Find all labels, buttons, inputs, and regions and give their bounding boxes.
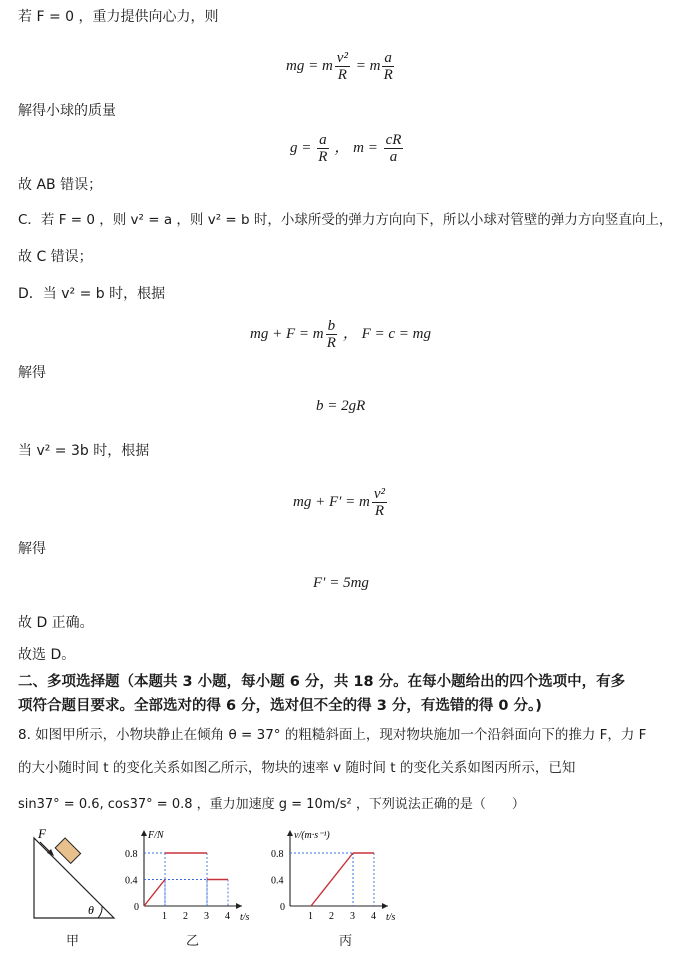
equation-4: b = 2gR: [316, 398, 366, 414]
chart-bing: [270, 826, 410, 926]
y-tick-label: 0.4: [125, 875, 138, 887]
question-8-line-2: 的大小随时间 t 的变化关系如图乙所示，物块的速率 v 随时间 t 的变化关系如图丙所示，已知: [18, 760, 576, 776]
x-axis-label: t/s: [386, 912, 396, 923]
force-label-F: F: [38, 826, 46, 841]
x-tick-label: 2: [329, 911, 334, 922]
caption-jia: 甲: [66, 934, 80, 949]
x-tick-label: 3: [204, 911, 209, 922]
equation-2: g = $\frac{a}{R}$ ， m = $\frac{cR}{a}$: [290, 132, 402, 165]
text-line-1: 若 F = 0 ，重力提供向心力，则: [18, 9, 219, 25]
x-tick-label: 3: [350, 911, 355, 922]
y-axis-arrow: [287, 830, 293, 836]
text-line-9: 解得: [18, 541, 46, 557]
y-axis-label: F/N: [148, 830, 164, 841]
block-on-incline: [55, 838, 80, 863]
y-axis-label: v/(m·s⁻¹): [294, 830, 330, 841]
origin-label: 0: [134, 902, 139, 913]
caption-bing: 丙: [339, 934, 353, 949]
y-tick-label: 0.8: [271, 849, 284, 860]
equation-3: mg + F = m $\frac{b}{R}$ ， F = c = mg: [250, 318, 431, 351]
text-line-8: 当 v² = 3b 时，根据: [18, 443, 150, 459]
x-axis-arrow: [382, 903, 388, 909]
angle-label-theta: θ: [88, 903, 94, 917]
origin-label: 0: [280, 902, 285, 913]
text-line-7: 解得: [18, 365, 46, 381]
text-line-10: 故 D 正确。: [18, 615, 94, 631]
text-line-3: 故 AB 错误；: [18, 177, 103, 193]
figure-jia-incline: [10, 826, 122, 926]
equation-5: mg + F′ = m $\frac{\text{v²}}{R}$: [293, 486, 386, 519]
x-axis-label: t/s: [240, 912, 250, 923]
series-segment: [311, 853, 353, 906]
y-axis-arrow: [141, 830, 147, 836]
caption-yi: 乙: [186, 934, 200, 949]
x-tick-label: 1: [162, 911, 167, 922]
series-segment: [144, 880, 165, 907]
section-heading-line-2: 项符合题目要求。全部选对的得 6 分，选对但不全的得 3 分，有选错的得 0 分。): [18, 698, 542, 714]
question-8-line-1: 8. 如图甲所示，小物块静止在倾角 θ = 37° 的粗糙斜面上，现对物块施加一个沿斜面向下的推力 F，力 F: [18, 727, 647, 743]
text-line-5: 故 C 错误；: [18, 249, 93, 265]
x-tick-label: 1: [308, 911, 313, 922]
text-line-4: C．若 F = 0 ，则 v² = a ，则 v² = b 时，小球所受的弹力方向向下，所以小球对管壁的弹力方向竖直向上，: [18, 212, 673, 228]
equation-1: mg = m $\frac{\text{v²}}{R}$ = m $\frac{a}{R}$: [286, 50, 393, 83]
x-tick-label: 4: [371, 911, 376, 922]
x-tick-label: 4: [225, 911, 230, 922]
chart-yi: [118, 826, 268, 926]
equation-6: F′ = 5mg: [313, 575, 369, 591]
question-8-line-3: sin37° = 0.6, cos37° = 0.8 ，重力加速度 g = 10m/s² ，下列说法正确的是（ ）: [18, 797, 525, 812]
text-line-6: D．当 v² = b 时，根据: [18, 286, 166, 302]
y-tick-label: 0.8: [125, 849, 138, 860]
y-tick-label: 0.4: [271, 875, 284, 887]
text-line-2: 解得小球的质量: [18, 103, 116, 119]
text-line-11: 故选 D。: [18, 647, 76, 663]
section-heading-line-1: 二、多项选择题（本题共 3 小题，每小题 6 分，共 18 分。在每小题给出的四个选项中，有多: [18, 674, 626, 690]
angle-arc: [98, 906, 102, 918]
x-tick-label: 2: [183, 911, 188, 922]
x-axis-arrow: [236, 903, 242, 909]
